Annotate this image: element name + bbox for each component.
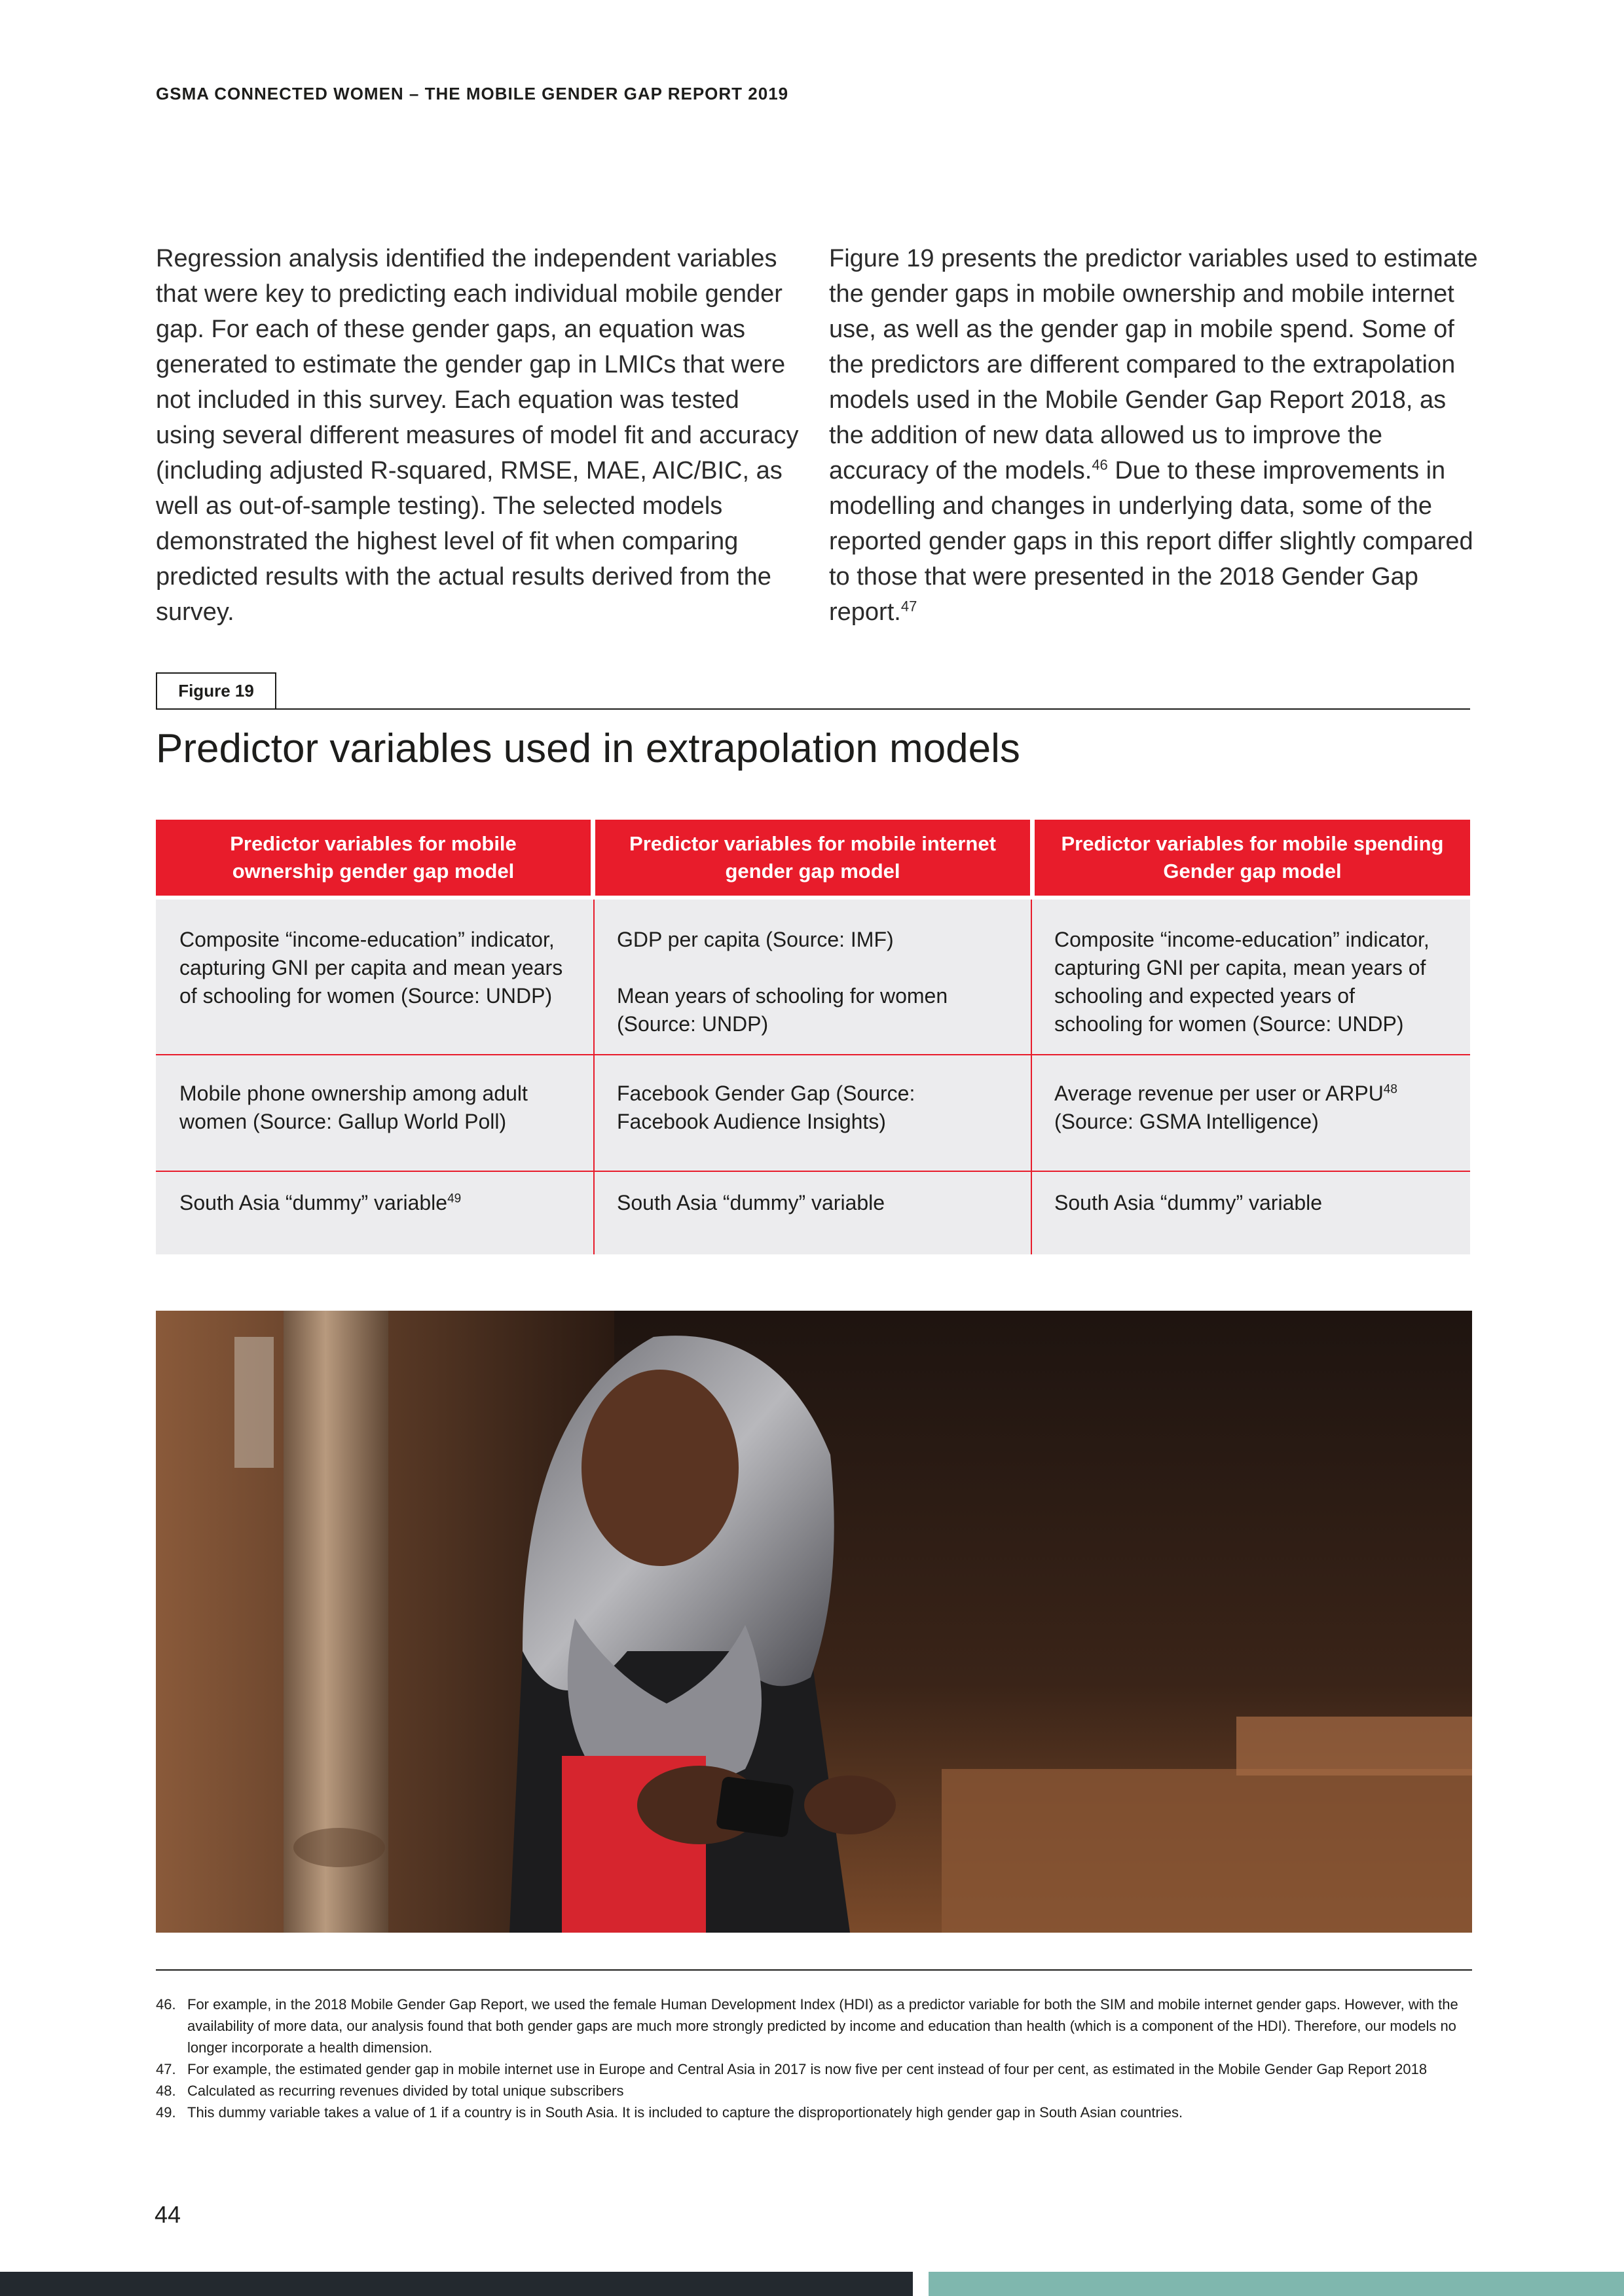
table-cell [156,1189,593,1217]
footnote-text: For example, the estimated gender gap in mobile internet use in Europe and Central Asia in 2017 is now five per cent instead of four per cent, as estimated in the Mobile Gender Gap Report 2018 [187,2061,1428,2077]
cell-line: Mean years of schooling for women (Source: UNDP) [617,984,948,1036]
cell-line: GDP per capita (Source: IMF) [617,928,894,951]
figure-divider [156,708,1470,710]
table-cell: Composite “income-education” indicator, capturing GNI per capita and mean years of schooling for women (Source: UNDP) [179,928,563,1008]
cell-text: South Asia “dummy” variable [179,1191,448,1214]
row-divider [156,1054,1470,1055]
photo-woman-using-phone [156,1311,1472,1933]
predictor-table-header [156,820,1470,896]
footnote-number: 49. [156,2104,176,2121]
table-row [156,926,1470,1038]
table-cell: South Asia “dummy” variable [1054,1191,1323,1214]
page-number: 44 [155,2201,181,2228]
header-spending-model: Predictor variables for mobile spending Gender gap model [1035,820,1470,896]
cell-text: Average revenue per user or ARPU [1054,1082,1384,1105]
table-cell: Composite “income-education” indicator, capturing GNI per capita, mean years of schooling and expected years of schooling for women (Source: UNDP) [1054,928,1430,1036]
table-cell: Facebook Gender Gap (Source: Facebook Audience Insights) [617,1082,915,1133]
intro-right-text-2: Due to these improvements in modelling and changes in underlying data, some of the reported gender gaps in this report differ slightly compared to those that were presented in the 2018 Gender Gap report. [829,457,1473,626]
footnote-number: 48. [156,2083,176,2099]
table-row [156,1189,1470,1217]
footnote-text: This dummy variable takes a value of 1 if a country is in South Asia. It is included to capture the disproportionately high gender gap in South Asian countries. [187,2104,1183,2121]
intro-right-text-1: Figure 19 presents the predictor variables used to estimate the gender gaps in mobile ownership and mobile internet use, as well as the gender gap in mobile spend. Some of the predictors are different compared to the extrapolation models used in the Mobile Gender Gap Report 2018, as the addition of new data allowed us to improve the accuracy of the models. [829,245,1478,484]
footnote-ref-47[interactable]: 47 [900,598,917,615]
footnote [156,2058,1472,2080]
footnote-divider [156,1969,1472,1971]
footnote-ref-46[interactable]: 46 [1092,456,1108,473]
table-cell [1031,1080,1470,1136]
table-row [156,1080,1470,1136]
figure-label: Figure 19 [156,672,276,708]
row-divider [156,1171,1470,1172]
cell-text: (Source: GSMA Intelligence) [1054,1110,1319,1133]
running-header: GSMA CONNECTED WOMEN – THE MOBILE GENDER GAP REPORT 2019 [156,84,789,103]
footnote-number: 47. [156,2061,176,2077]
header-ownership-model: Predictor variables for mobile ownership gender gap model [156,820,591,896]
footnote [156,2102,1472,2123]
intro-paragraph-left: Regression analysis identified the independent variables that were key to predicting each individual mobile gender gap. For each of these gender gaps, an equation was generated to estimate the gender gap in LMICs that were not included in this survey. Each equation was tested using several different measures of model fit and accuracy (including adjusted R-squared, RMSE, MAE, AIC/BIC, as well as out-of-sample testing). The selected models demonstrated the highest level of fit when comparing predicted results with the actual results derived from the survey. [156,245,799,626]
table-cell: Mobile phone ownership among adult women (Source: Gallup World Poll) [179,1082,528,1133]
table-cell: South Asia “dummy” variable [617,1191,885,1214]
footnote [156,2080,1472,2102]
footnote-ref-48[interactable]: 48 [1383,1082,1397,1097]
footnote-text: Calculated as recurring revenues divided by total unique subscribers [187,2083,624,2099]
footnote-number: 46. [156,1996,176,2013]
predictor-table-body [156,900,1470,1254]
footnotes [156,1994,1472,2123]
footer-bar-teal [929,2272,1624,2296]
footnote-ref-49[interactable]: 49 [447,1192,462,1206]
footnote-text: For example, in the 2018 Mobile Gender Gap Report, we used the female Human Development Index (HDI) as a predictor variable for both the SIM and mobile internet gender gaps. However, with the availability of more data, our analysis found that both gender gaps are much more strongly predicted by income and education than health (which is a component of the HDI). Therefore, our models no longer incorporate a health dimension. [187,1996,1458,2056]
intro-paragraph-right [829,241,1484,630]
table-cell [593,926,1031,1038]
figure-title: Predictor variables used in extrapolation models [156,726,1020,771]
header-internet-model: Predictor variables for mobile internet gender gap model [595,820,1030,896]
footer-bar-dark [0,2272,913,2296]
footnote [156,1994,1472,2058]
